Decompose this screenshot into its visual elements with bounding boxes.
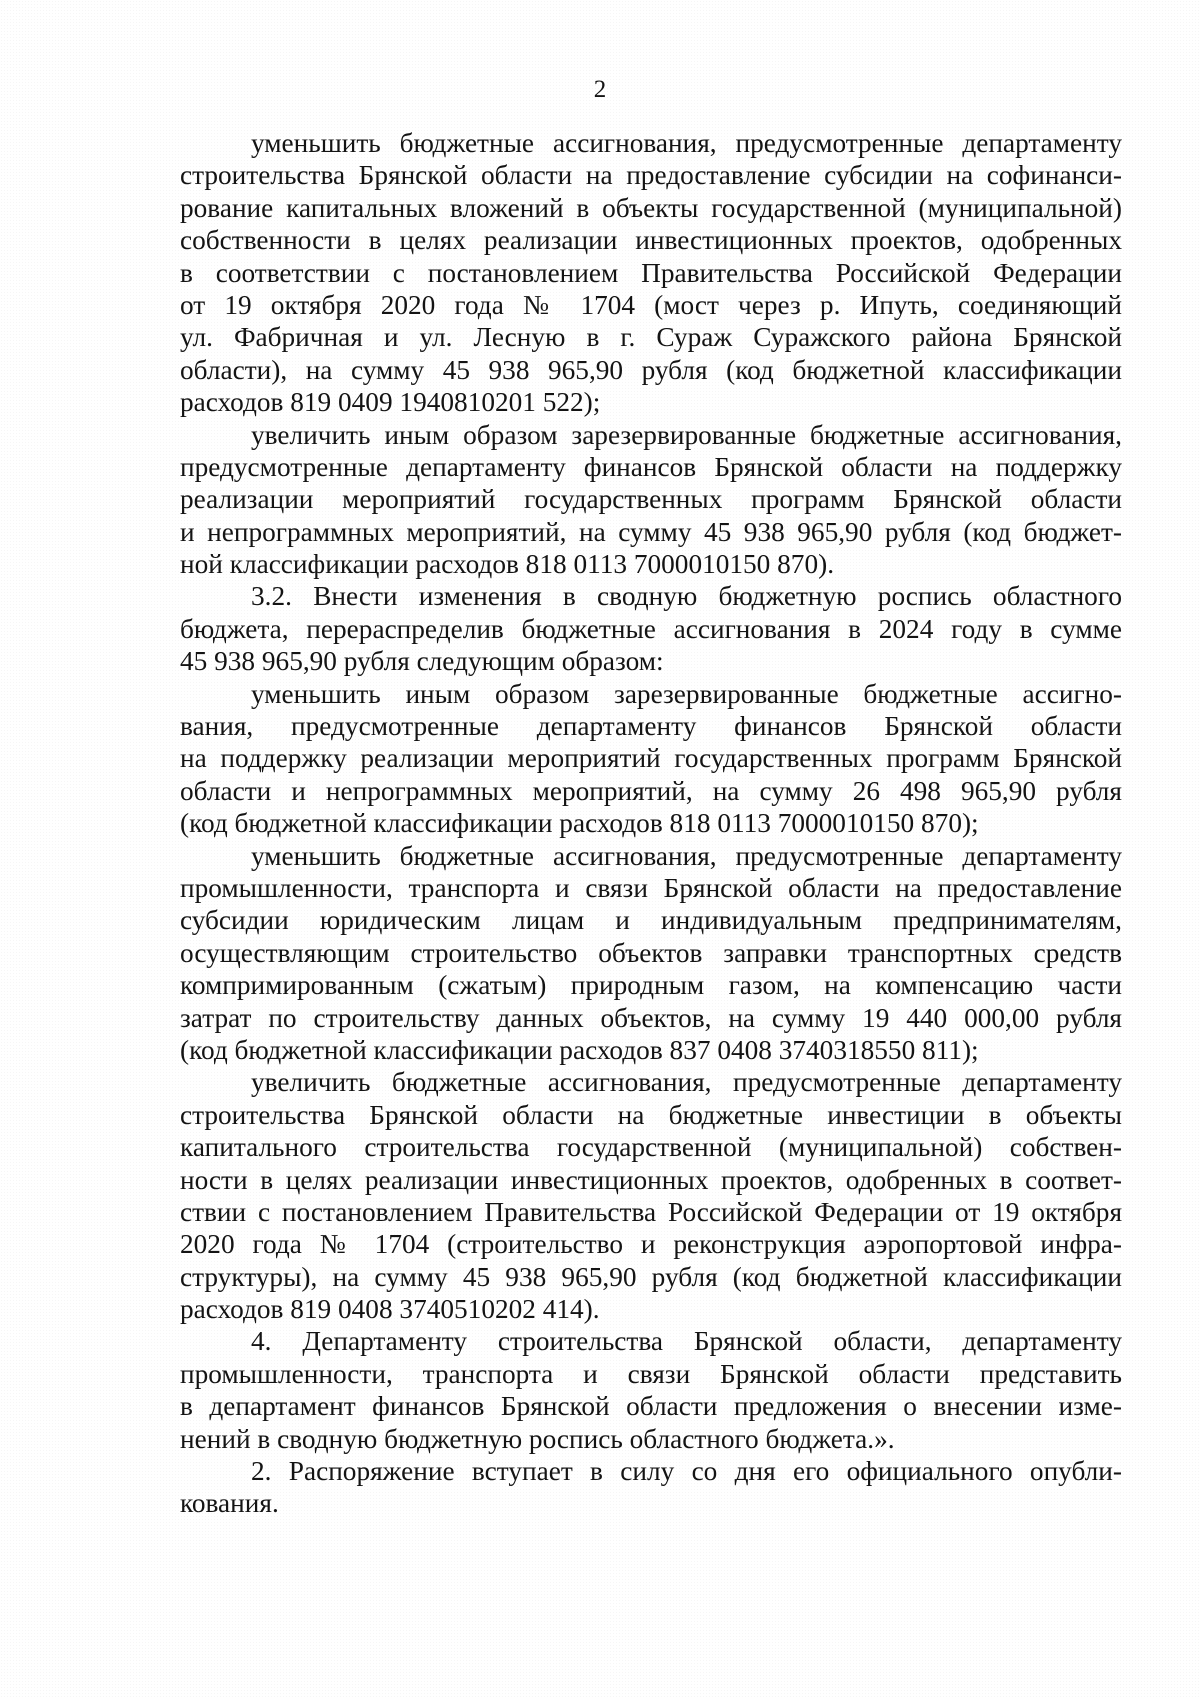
text-line: расходов 819 0409 1940810201 522); [180,387,601,418]
text-line: ствии с постановлением Правительства Российской Федерации от 19 октября [180,1196,1122,1227]
text-line: промышленности, транспорта и связи Брянской области на предоставление [180,872,1122,903]
text-line: строительства Брянской области на бюджетные инвестиции в объекты [180,1099,1122,1130]
text-line: и непрограммных мероприятий, на сумму 45 938 965,90 рубля (код бюджет- [180,516,1122,547]
text-line: 4. Департаменту строительства Брянской области, департаменту [251,1326,1122,1357]
text-line: в департамент финансов Брянской области предложения о внесении изме- [180,1391,1122,1422]
document-body [180,127,1122,1520]
text-line: капитального строительства государственной (муниципальной) собствен- [180,1132,1122,1163]
text-line: уменьшить иным образом зарезервированные бюджетные ассигно- [251,678,1122,709]
text-line: затрат по строительству данных объектов, на сумму 19 440 000,00 рубля [180,1002,1122,1033]
text-line: вания, предусмотренные департаменту финансов Брянской области [180,711,1122,742]
text-line: собственности в целях реализации инвестиционных проектов, одобренных [180,225,1122,256]
text-line: 45 938 965,90 рубля следующим образом: [180,646,664,677]
text-line: (код бюджетной классификации расходов 837 0408 3740318550 811); [180,1034,979,1065]
text-line: на поддержку реализации мероприятий государственных программ Брянской [180,743,1122,774]
text-line: в соответствии с постановлением Правительства Российской Федерации [180,257,1122,288]
text-line: увеличить бюджетные ассигнования, предусмотренные департаменту [251,1067,1122,1098]
text-line: бюджета, перераспределив бюджетные ассигнования в 2024 году в сумме [180,613,1122,644]
text-line: уменьшить бюджетные ассигнования, предусмотренные департаменту [251,128,1122,158]
text-line: области), на сумму 45 938 965,90 рубля (код бюджетной классификации [180,354,1122,385]
text-line: расходов 819 0408 3740510202 414). [180,1294,600,1325]
text-line: 2020 года № 1704 (строительство и реконструкция аэропортовой инфра- [180,1229,1122,1260]
text-line: ул. Фабричная и ул. Лесную в г. Сураж Суражского района Брянской [180,322,1122,353]
text-line: компримированным (сжатым) природным газом, на компенсацию части [180,970,1122,1001]
text-line: осуществляющим строительство объектов заправки транспортных средств [180,937,1122,968]
text-line: от 19 октября 2020 года № 1704 (мост через р. Ипуть, соединяющий [180,289,1122,320]
text-line: нений в сводную бюджетную роспись областного бюджета.». [180,1423,895,1454]
text-line: ной классификации расходов 818 0113 7000010150 870). [180,549,835,580]
page-number: 2 [593,76,607,103]
text-line: ности в целях реализации инвестиционных проектов, одобренных в соответ- [180,1164,1122,1195]
text-line: строительства Брянской области на предоставление субсидии на софинанси- [180,160,1122,191]
text-line: субсидии юридическим лицам и индивидуальным предпринимателям, [180,905,1122,936]
text-line: 3.2. Внести изменения в сводную бюджетную роспись областного [251,581,1122,612]
text-line: увеличить иным образом зарезервированные бюджетные ассигнования, [251,419,1122,450]
text-line: (код бюджетной классификации расходов 818 0113 7000010150 870); [180,808,979,839]
text-line: структуры), на сумму 45 938 965,90 рубля (код бюджетной классификации [180,1261,1122,1292]
text-line: промышленности, транспорта и связи Брянской области представить [180,1358,1122,1389]
text-line: предусмотренные департаменту финансов Брянской области на поддержку [180,451,1122,482]
text-line: 2. Распоряжение вступает в силу со дня его официального опубли- [251,1456,1122,1487]
text-line: области и непрограммных мероприятий, на сумму 26 498 965,90 рубля [180,775,1122,806]
text-line: реализации мероприятий государственных программ Брянской области [180,484,1122,515]
text-line: кования. [180,1488,279,1519]
text-line: рование капитальных вложений в объекты государственной (муниципальной) [180,192,1122,223]
text-line: уменьшить бюджетные ассигнования, предусмотренные департаменту [251,840,1122,871]
